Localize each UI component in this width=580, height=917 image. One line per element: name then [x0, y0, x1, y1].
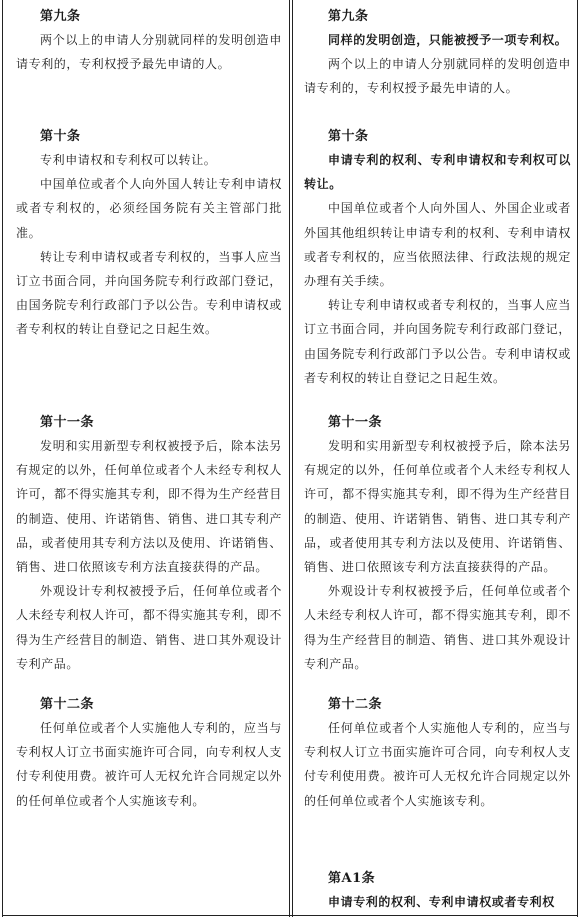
article-title: 第九条: [40, 9, 81, 24]
article-paragraph: 两个以上的申请人分别就同样的发明创造申请专利的，专利权授予最先申请的人。: [304, 57, 571, 96]
article-paragraph: 发明和实用新型专利权被授予后，除本法另有规定的以外，任何单位或者个人未经专利权人许可，都不得实施其专利，即不得为生产经营目的制造、使用、许诺销售、销售、进口其专利产品，或者使用其专利方法以及使用、许诺销售、销售、进口依照该专利方法直接获得的产品。: [304, 439, 571, 575]
article-body: [8, 716, 288, 813]
article-right-1: [296, 6, 577, 101]
article-paragraph: 任何单位或者个人实施他人专利的，应当与专利权人订立书面实施许可合同，向专利权人支付专利使用费。被许可人无权允许合同规定以外的任何单位或者个人实施该专利。: [304, 721, 571, 808]
article-left-1: [8, 6, 288, 76]
article-left-4: [8, 694, 288, 813]
article-paragraph: 外观设计专利权被授予后，任何单位或者个人未经专利权人许可，都不得实施其专利，即不得为生产经营目的制造、销售、进口其外观设计专利产品。: [16, 584, 282, 671]
article-right-5: [296, 868, 577, 914]
article-body: [8, 434, 288, 676]
article-title: 第A1条: [328, 871, 376, 886]
article-body: [8, 28, 288, 76]
article-body: [296, 434, 577, 676]
center-divider-b: [292, 0, 293, 917]
right-border: [577, 0, 578, 917]
article-right-2: [296, 126, 577, 390]
article-left-3: [8, 412, 288, 676]
article-title: 第十条: [328, 129, 369, 144]
article-title: 第十一条: [328, 415, 383, 430]
article-body: [296, 890, 577, 914]
article-body: [296, 148, 577, 390]
bottom-border: [2, 915, 578, 916]
article-right-3: [296, 412, 577, 676]
article-paragraph: 发明和实用新型专利权被授予后，除本法另有规定的以外，任何单位或者个人未经专利权人许可，都不得实施其专利，即不得为生产经营目的制造、使用、许诺销售、销售、进口其专利产品，或者使用其专利方法以及使用、许诺销售、销售、进口依照该专利方法直接获得的产品。: [16, 439, 282, 575]
article-body: [296, 716, 577, 813]
article-paragraph: 中国单位或者个人向外国人、外国企业或者外国其他组织转让申请专利的权利、专利申请权或者专利权的，应当依照法律、行政法规的规定办理有关手续。: [304, 201, 571, 289]
article-right-4: [296, 694, 577, 813]
article-paragraph: 中国单位或者个人向外国人转让专利申请权或者专利权的，必须经国务院有关主管部门批准。: [16, 177, 282, 240]
article-title: 第十一条: [40, 415, 95, 430]
article-paragraph: 专利申请权和专利权可以转让。: [40, 153, 217, 167]
amended-paragraph: 同样的发明创造，只能被授予一项专利权。: [328, 33, 568, 47]
left-border: [2, 0, 3, 917]
article-paragraph: 两个以上的申请人分别就同样的发明创造申请专利的，专利权授予最先申请的人。: [16, 33, 282, 72]
article-title: 第十二条: [40, 697, 95, 712]
article-body: [296, 28, 577, 101]
article-body: [8, 148, 288, 342]
article-title: 第十二条: [328, 697, 383, 712]
article-left-2: [8, 126, 288, 342]
article-title: 第十条: [40, 129, 81, 144]
amended-paragraph: 申请专利的权利、专利申请权和专利权可以转让。: [304, 153, 571, 192]
article-title: 第九条: [328, 9, 369, 24]
amended-paragraph: 申请专利的权利、专利申请权或者专利权: [328, 895, 555, 909]
article-paragraph: 外观设计专利权被授予后，任何单位或者个人未经专利权人许可，都不得实施其专利，即不得为生产经营目的制造、销售、进口其外观设计专利产品。: [304, 584, 571, 671]
article-paragraph: 转让专利申请权或者专利权的，当事人应当订立书面合同，并向国务院专利行政部门登记，由国务院专利行政部门予以公告。专利申请权或者专利权的转让自登记之日起生效。: [304, 298, 571, 385]
article-paragraph: 转让专利申请权或者专利权的，当事人应当订立书面合同，并向国务院专利行政部门登记，由国务院专利行政部门予以公告。专利申请权或者专利权的转让自登记之日起生效。: [16, 249, 282, 337]
article-paragraph: 任何单位或者个人实施他人专利的，应当与专利权人订立书面实施许可合同，向专利权人支付专利使用费。被许可人无权允许合同规定以外的任何单位或者个人实施该专利。: [16, 721, 282, 808]
center-divider-a: [289, 0, 290, 917]
